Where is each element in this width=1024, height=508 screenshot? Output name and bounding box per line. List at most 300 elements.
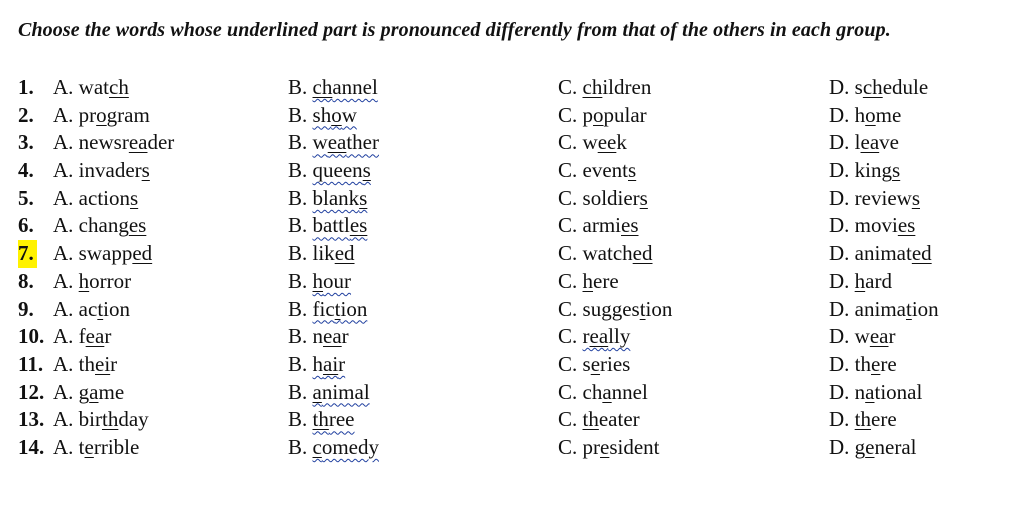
question-number: 7.	[18, 240, 37, 268]
option-a	[53, 351, 117, 379]
question-list	[0, 74, 1024, 462]
option-c	[558, 157, 636, 185]
option-word	[79, 324, 112, 348]
question-number: 10.	[18, 324, 45, 349]
word-prefix: g	[854, 434, 866, 459]
instruction-text: Choose the words whose underlined part is pronounced differently from that of the others in each group.	[18, 19, 891, 41]
word-prefix: invader	[78, 158, 142, 183]
option-letter: A.	[53, 185, 74, 210]
word-prefix: ac	[78, 296, 98, 321]
option-d	[829, 406, 897, 434]
word-suffix: ion	[645, 296, 673, 321]
option-c	[558, 212, 639, 240]
option-a	[53, 212, 146, 240]
word-prefix: r	[582, 324, 590, 349]
option-letter: B.	[288, 241, 308, 266]
option-word	[855, 297, 939, 321]
option-d	[829, 351, 897, 379]
underlined-part: e	[84, 434, 94, 459]
option-word	[79, 297, 130, 321]
word-prefix: pr	[582, 434, 601, 459]
option-letter: A.	[53, 213, 74, 238]
word-suffix: k	[616, 130, 627, 155]
option-letter: C.	[558, 434, 578, 459]
word-suffix: r	[110, 351, 118, 376]
word-prefix: s	[582, 351, 591, 376]
option-word	[583, 186, 648, 210]
option-word	[855, 324, 896, 348]
word-prefix: p	[582, 102, 594, 127]
option-word	[313, 324, 349, 348]
option-d	[829, 434, 916, 462]
option-c	[558, 296, 672, 324]
option-letter: A.	[53, 379, 74, 404]
question-row	[0, 434, 1024, 462]
option-letter: B.	[288, 434, 308, 459]
option-b	[288, 157, 371, 185]
option-letter: B.	[288, 185, 308, 210]
option-a	[53, 323, 111, 351]
question-number: 2.	[18, 102, 34, 127]
underlined-part: ea	[323, 324, 342, 349]
option-word	[313, 352, 346, 376]
word-suffix: edule	[882, 75, 929, 99]
option-word	[855, 186, 920, 210]
option-word	[79, 186, 139, 210]
word-prefix: battl	[312, 213, 350, 238]
word-prefix: sh	[312, 102, 332, 127]
option-letter: A.	[53, 158, 74, 183]
question-row	[0, 351, 1024, 379]
option-word	[313, 186, 368, 210]
option-c	[558, 185, 648, 213]
underlined-part: th	[312, 407, 329, 432]
underlined-part: th	[582, 407, 599, 432]
underlined-part: o	[331, 102, 342, 127]
word-suffix: eater	[598, 407, 640, 432]
option-letter: D.	[829, 130, 850, 155]
option-b	[288, 379, 370, 407]
option-letter: D.	[829, 158, 850, 183]
underlined-part: s	[362, 158, 371, 183]
underlined-part: ea	[327, 130, 347, 155]
option-word	[313, 75, 378, 99]
option-d	[829, 185, 920, 213]
option-word	[583, 75, 652, 99]
word-suffix: r	[338, 351, 346, 376]
option-word	[79, 103, 150, 127]
question-number: 5.	[18, 185, 34, 210]
word-suffix: me	[875, 102, 902, 127]
option-word	[313, 130, 379, 154]
option-word	[583, 380, 648, 404]
option-b	[288, 351, 345, 379]
option-b	[288, 185, 367, 213]
word-suffix: omedy	[321, 434, 379, 459]
option-letter: C.	[558, 351, 578, 376]
option-letter: C.	[558, 102, 578, 127]
word-prefix: blank	[312, 185, 360, 210]
underlined-part: ed	[632, 241, 653, 266]
option-a	[53, 157, 150, 185]
underlined-part: s	[892, 158, 901, 183]
word-prefix: bir	[78, 407, 102, 432]
question-row	[0, 379, 1024, 407]
option-letter: A.	[53, 130, 74, 155]
underlined-part: e	[871, 351, 881, 376]
option-letter: D.	[829, 185, 850, 210]
option-d	[829, 296, 939, 324]
word-suffix: ree	[328, 407, 355, 432]
word-suffix: annel	[332, 75, 378, 99]
option-c	[558, 240, 653, 268]
underlined-part: s	[359, 185, 368, 210]
option-letter: D.	[829, 434, 850, 459]
option-b	[288, 296, 367, 324]
word-suffix: ere	[593, 268, 619, 293]
underlined-part: th	[102, 407, 119, 432]
option-letter: B.	[288, 268, 308, 293]
underlined-part: t	[334, 296, 341, 321]
question-number: 13.	[18, 407, 45, 432]
underlined-part: es	[621, 213, 639, 238]
option-letter: D.	[829, 268, 850, 293]
underlined-part: t	[905, 296, 912, 321]
option-a	[53, 296, 130, 324]
word-suffix: neral	[874, 434, 917, 459]
word-prefix: f	[78, 324, 86, 349]
option-word	[855, 75, 929, 99]
option-letter: A.	[53, 296, 74, 321]
option-word	[313, 213, 368, 237]
underlined-part: ch	[582, 75, 603, 99]
word-prefix: chang	[78, 213, 129, 238]
option-word	[79, 75, 129, 99]
option-word	[855, 103, 902, 127]
option-word	[583, 213, 639, 237]
option-word	[855, 407, 897, 431]
question-row	[0, 296, 1024, 324]
option-word	[79, 407, 149, 431]
word-prefix: soldier	[582, 185, 640, 210]
option-word	[79, 158, 150, 182]
option-letter: C.	[558, 185, 578, 210]
option-word	[855, 213, 916, 237]
word-suffix: ard	[865, 268, 892, 293]
word-prefix: watch	[582, 241, 633, 266]
word-suffix: ion	[103, 296, 131, 321]
underlined-part: s	[911, 185, 920, 210]
option-d	[829, 74, 928, 102]
option-letter: C.	[558, 268, 578, 293]
option-word	[79, 213, 147, 237]
option-letter: C.	[558, 296, 578, 321]
option-a	[53, 102, 150, 130]
option-word	[313, 241, 355, 265]
option-letter: A.	[53, 324, 74, 349]
option-word	[79, 380, 124, 404]
option-letter: B.	[288, 324, 308, 349]
option-word	[79, 130, 175, 154]
underlined-part: h	[78, 268, 90, 293]
word-suffix: day	[118, 407, 149, 432]
option-word	[313, 435, 379, 459]
underlined-part: o	[96, 102, 107, 127]
option-d	[829, 129, 899, 157]
option-letter: D.	[829, 75, 850, 99]
word-prefix: w	[312, 130, 328, 155]
question-row	[0, 102, 1024, 130]
underlined-part: ea	[589, 324, 609, 349]
word-suffix: nnel	[611, 379, 648, 404]
word-prefix: event	[582, 158, 628, 183]
underlined-part: s	[141, 158, 150, 183]
question-row	[0, 268, 1024, 296]
underlined-part: h	[854, 268, 866, 293]
option-d	[829, 323, 896, 351]
underlined-part: th	[854, 407, 872, 432]
option-b	[288, 74, 378, 102]
question-row	[0, 406, 1024, 434]
word-suffix: gram	[106, 102, 150, 127]
underlined-part: h	[582, 268, 594, 293]
question-number: 14.	[18, 434, 45, 459]
option-b	[288, 102, 357, 130]
question-number: 4.	[18, 158, 34, 183]
word-prefix: th	[854, 351, 872, 376]
word-prefix: anima	[854, 296, 906, 321]
option-letter: D.	[829, 379, 850, 404]
option-letter: C.	[558, 75, 578, 99]
option-word	[855, 435, 917, 459]
word-prefix: animat	[854, 241, 912, 266]
option-d	[829, 268, 892, 296]
underlined-part: o	[593, 102, 604, 127]
option-a	[53, 406, 149, 434]
option-word	[855, 352, 897, 376]
question-row	[0, 129, 1024, 157]
word-prefix: king	[854, 158, 893, 183]
option-word	[313, 407, 355, 431]
option-letter: A.	[53, 102, 74, 127]
word-suffix: nimal	[321, 379, 370, 404]
underlined-part: o	[865, 102, 876, 127]
word-prefix: lik	[312, 241, 335, 266]
option-c	[558, 379, 648, 407]
option-word	[583, 130, 627, 154]
option-letter: D.	[829, 241, 850, 266]
option-letter: B.	[288, 213, 308, 238]
option-d	[829, 102, 901, 130]
option-a	[53, 185, 138, 213]
option-word	[583, 297, 673, 321]
option-d	[829, 157, 900, 185]
word-prefix: t	[78, 434, 85, 459]
underlined-part: ed	[132, 241, 153, 266]
question-row	[0, 74, 1024, 102]
underlined-part: s	[639, 185, 648, 210]
word-suffix: rrible	[93, 434, 140, 459]
option-word	[583, 324, 631, 348]
option-word	[583, 103, 647, 127]
option-letter: B.	[288, 379, 308, 404]
word-suffix: sident	[609, 434, 660, 459]
option-c	[558, 434, 660, 462]
option-b	[288, 268, 351, 296]
underlined-part: es	[897, 213, 916, 238]
option-c	[558, 102, 647, 130]
word-suffix: ere	[871, 407, 897, 432]
option-word	[583, 241, 653, 265]
option-letter: C.	[558, 324, 578, 349]
word-suffix: pular	[603, 102, 647, 127]
question-row	[0, 323, 1024, 351]
option-letter: D.	[829, 213, 850, 238]
underlined-part: es	[128, 213, 147, 238]
option-letter: B.	[288, 102, 308, 127]
option-b	[288, 434, 379, 462]
option-letter: A.	[53, 351, 74, 376]
question-number: 6.	[18, 213, 34, 238]
option-word	[855, 269, 892, 293]
option-word	[313, 269, 352, 293]
option-word	[79, 269, 131, 293]
option-letter: B.	[288, 158, 308, 183]
option-b	[288, 212, 367, 240]
option-word	[855, 241, 932, 265]
word-prefix: wat	[78, 75, 109, 99]
question-number: 11.	[18, 351, 44, 376]
option-word	[313, 297, 368, 321]
underlined-part: t	[97, 296, 104, 321]
underlined-part: ea	[869, 324, 889, 349]
option-letter: C.	[558, 379, 578, 404]
word-prefix: s	[854, 75, 863, 99]
underlined-part: ai	[323, 351, 339, 376]
word-suffix: r	[104, 324, 112, 349]
option-letter: C.	[558, 158, 578, 183]
option-word	[79, 241, 153, 265]
word-prefix: w	[854, 324, 870, 349]
underlined-part: ea	[128, 130, 148, 155]
underlined-part: ch	[312, 75, 333, 99]
underlined-part: s	[628, 158, 637, 183]
option-c	[558, 129, 627, 157]
word-suffix: ther	[346, 130, 379, 155]
option-letter: B.	[288, 407, 308, 432]
option-word	[313, 380, 370, 404]
word-prefix: n	[854, 379, 866, 404]
underlined-part: a	[865, 379, 875, 404]
word-suffix: tional	[874, 379, 923, 404]
option-word	[583, 352, 631, 376]
word-suffix: ve	[879, 130, 899, 155]
option-a	[53, 240, 152, 268]
option-d	[829, 240, 932, 268]
option-word	[855, 380, 923, 404]
question-number: 12.	[18, 379, 45, 404]
word-prefix: queen	[312, 158, 363, 183]
option-word	[855, 158, 901, 182]
option-letter: A.	[53, 241, 74, 266]
question-row	[0, 240, 1024, 268]
word-prefix: w	[582, 130, 598, 155]
option-letter: A.	[53, 407, 74, 432]
word-prefix: swapp	[78, 241, 133, 266]
underlined-part: a	[312, 379, 322, 404]
option-letter: B.	[288, 75, 308, 99]
option-letter: C.	[558, 407, 578, 432]
underlined-part: ed	[911, 241, 932, 266]
underlined-part: a	[89, 379, 99, 404]
option-c	[558, 351, 630, 379]
question-number: 9.	[18, 296, 34, 321]
underlined-part: e	[865, 434, 875, 459]
option-a	[53, 129, 174, 157]
underlined-part: ea	[85, 324, 105, 349]
word-prefix: th	[78, 351, 96, 376]
underlined-part: h	[312, 268, 324, 293]
word-prefix: n	[312, 324, 324, 349]
question-row	[0, 157, 1024, 185]
option-letter: A.	[53, 75, 74, 99]
option-c	[558, 268, 619, 296]
option-c	[558, 74, 651, 102]
word-suffix: ion	[911, 296, 939, 321]
word-suffix: r	[341, 324, 349, 349]
word-prefix: h	[854, 102, 866, 127]
option-letter: D.	[829, 324, 850, 349]
word-suffix: lly	[608, 324, 631, 349]
underlined-part: e	[590, 351, 601, 376]
option-letter: C.	[558, 130, 578, 155]
question-number: 3.	[18, 130, 34, 155]
word-suffix: ildren	[602, 75, 652, 99]
underlined-part: ch	[862, 75, 883, 99]
underlined-part: t	[639, 296, 646, 321]
option-d	[829, 212, 915, 240]
option-b	[288, 323, 349, 351]
option-word	[583, 435, 660, 459]
word-suffix: der	[147, 130, 175, 155]
option-b	[288, 240, 355, 268]
option-d	[829, 379, 922, 407]
question-row	[0, 212, 1024, 240]
word-prefix: action	[78, 185, 130, 210]
underlined-part: ch	[109, 75, 129, 99]
word-prefix: pr	[78, 102, 97, 127]
word-suffix: r	[888, 324, 896, 349]
option-word	[583, 407, 640, 431]
underlined-part: ee	[597, 130, 617, 155]
option-letter: B.	[288, 351, 308, 376]
option-letter: C.	[558, 213, 578, 238]
option-letter: A.	[53, 434, 74, 459]
option-b	[288, 129, 379, 157]
option-letter: A.	[53, 268, 74, 293]
option-letter: D.	[829, 102, 850, 127]
option-a	[53, 74, 129, 102]
option-word	[79, 352, 118, 376]
word-suffix: me	[98, 379, 125, 404]
word-suffix: orror	[89, 268, 132, 293]
option-word	[583, 269, 619, 293]
option-word	[583, 158, 637, 182]
word-prefix: l	[854, 130, 861, 155]
option-word	[313, 158, 371, 182]
underlined-part: e	[600, 434, 610, 459]
word-prefix: newsr	[78, 130, 129, 155]
